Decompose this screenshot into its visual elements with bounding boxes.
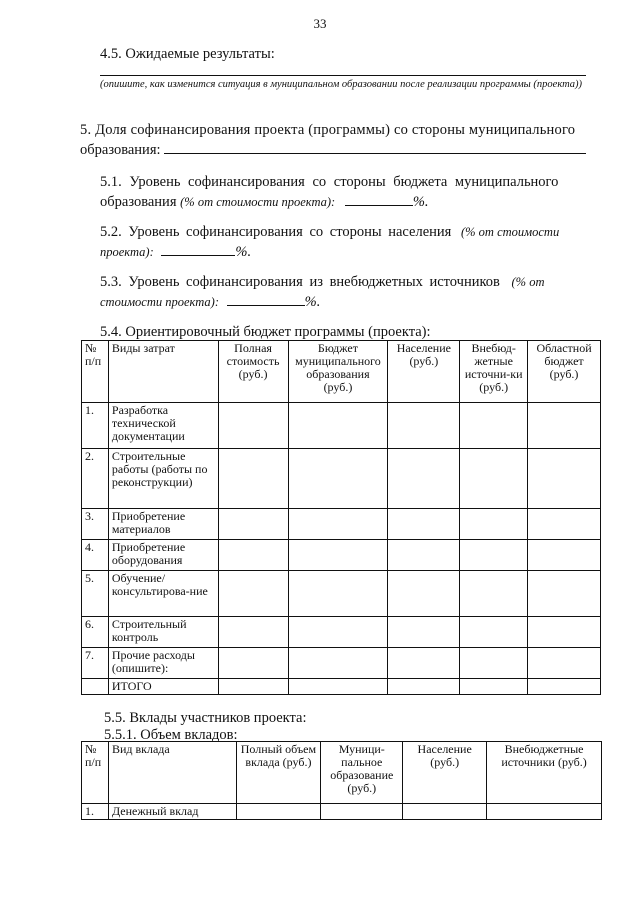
table-row: [82, 509, 601, 540]
header-extrabudgetary: Внебюджетные источники (руб.): [487, 742, 602, 804]
budget-table-header: [82, 341, 601, 403]
cell-input[interactable]: [288, 648, 388, 679]
cell-input[interactable]: [487, 804, 602, 820]
percent-sign: %.: [304, 294, 321, 310]
section-5-3-prefix: 5.3. Уровень софинансирования из внебюджетных источников: [100, 274, 500, 290]
cell-input[interactable]: [460, 617, 528, 648]
cell-input[interactable]: [388, 449, 460, 509]
cell-input[interactable]: [528, 571, 601, 617]
cell-input[interactable]: [388, 648, 460, 679]
header-number: № п/п: [82, 341, 109, 403]
section-5-3-line2: [100, 292, 320, 312]
section-5-2-line2: [100, 242, 251, 262]
cell-input[interactable]: [218, 679, 288, 695]
cell-input[interactable]: [460, 679, 528, 695]
row-contribution-type: Денежный вклад: [108, 804, 236, 820]
table-row: [82, 617, 601, 648]
header-number: № п/п: [82, 742, 109, 804]
cell-input[interactable]: [218, 449, 288, 509]
cell-input[interactable]: [528, 617, 601, 648]
section-4-5-note: (опишите, как изменится ситуация в муниципальном образовании после реализации программы (проекта)): [100, 79, 583, 90]
section-5-2-prefix: 5.2. Уровень софинансирования со стороны населения: [100, 224, 452, 240]
answer-line: [100, 75, 586, 76]
cell-input[interactable]: [288, 617, 388, 648]
percent-sign: %.: [412, 194, 429, 210]
cell-input[interactable]: [388, 679, 460, 695]
table-row: [82, 449, 601, 509]
cell-input[interactable]: [288, 679, 388, 695]
percent-blank[interactable]: [227, 305, 305, 306]
cell-input[interactable]: [236, 804, 321, 820]
section-5-4-title: 5.4. Ориентировочный бюджет программы (проекта):: [100, 324, 431, 340]
section-5-line1: 5. Доля софинансирования проекта (программы) со стороны муниципального: [80, 122, 576, 138]
header-municipal: Муници-пальное образование (руб.): [321, 742, 403, 804]
table-row: [82, 571, 601, 617]
section-5-5-1-title: 5.5.1. Объем вкладов:: [104, 727, 238, 743]
cell-input[interactable]: [460, 648, 528, 679]
table-row: [82, 648, 601, 679]
table-row-total: [82, 679, 601, 695]
cell-input[interactable]: [528, 540, 601, 571]
cell-input[interactable]: [288, 571, 388, 617]
cell-input[interactable]: [218, 648, 288, 679]
section-5-3-line1: [100, 272, 592, 292]
table-row: [82, 403, 601, 449]
header-cost-type: Виды затрат: [108, 341, 218, 403]
cell-input[interactable]: [460, 403, 528, 449]
row-number: 2.: [82, 449, 109, 509]
header-population: Население (руб.): [388, 341, 460, 403]
percent-blank[interactable]: [345, 205, 413, 206]
percent-sign: %.: [235, 244, 252, 260]
row-number: 4.: [82, 540, 109, 571]
cell-input[interactable]: [218, 403, 288, 449]
row-cost-type: Строительные работы (работы по реконструкции): [108, 449, 218, 509]
section-5-3-italic2: стоимости проекта):: [100, 295, 219, 309]
row-number: 3.: [82, 509, 109, 540]
row-cost-type: Приобретение материалов: [108, 509, 218, 540]
section-5-1-line1: 5.1. Уровень софинансирования со стороны бюджета муниципального: [100, 174, 559, 190]
row-total-label: ИТОГО: [108, 679, 218, 695]
header-municipal-budget: Бюджет муниципального образования (руб.): [288, 341, 388, 403]
cell-input[interactable]: [528, 679, 601, 695]
cell-input[interactable]: [288, 540, 388, 571]
cell-input[interactable]: [288, 449, 388, 509]
cell-input[interactable]: [288, 509, 388, 540]
header-population: Население (руб.): [403, 742, 487, 804]
cell-input[interactable]: [460, 540, 528, 571]
answer-line: [164, 153, 586, 154]
contributions-table-header: [82, 742, 602, 804]
contributions-table: [81, 741, 602, 820]
section-5-line2: образования:: [80, 142, 161, 158]
section-5-2-italic: (% от стоимости: [460, 225, 560, 239]
header-full-cost: Полная стоимость (руб.): [218, 341, 288, 403]
cell-input[interactable]: [388, 540, 460, 571]
cell-input[interactable]: [460, 571, 528, 617]
cell-input[interactable]: [528, 648, 601, 679]
cell-input[interactable]: [403, 804, 487, 820]
header-extrabudgetary: Внебюд-жетные источни-ки (руб.): [460, 341, 528, 403]
row-number: 5.: [82, 571, 109, 617]
budget-table: [81, 340, 601, 695]
section-5-1-italic: (% от стоимости проекта):: [180, 195, 336, 209]
cell-input[interactable]: [321, 804, 403, 820]
row-cost-type: Разработка технической документации: [108, 403, 218, 449]
section-5-2-line1: [100, 222, 592, 242]
row-cost-type: Приобретение оборудования: [108, 540, 218, 571]
section-5-2-italic2: проекта):: [100, 245, 154, 259]
row-cost-type: Прочие расходы (опишите):: [108, 648, 218, 679]
row-cost-type: Строительный контроль: [108, 617, 218, 648]
cell-input[interactable]: [388, 617, 460, 648]
percent-blank[interactable]: [161, 255, 235, 256]
table-row: [82, 540, 601, 571]
page-number: 33: [313, 16, 327, 31]
cell-input[interactable]: [528, 449, 601, 509]
cell-input[interactable]: [528, 403, 601, 449]
cell-input[interactable]: [218, 571, 288, 617]
cell-input[interactable]: [460, 509, 528, 540]
cell-input[interactable]: [218, 509, 288, 540]
row-number: 1.: [82, 804, 109, 820]
cell-input[interactable]: [388, 509, 460, 540]
section-4-5-title: 4.5. Ожидаемые результаты:: [100, 46, 275, 62]
cell-input[interactable]: [218, 617, 288, 648]
cell-input[interactable]: [218, 540, 288, 571]
cell-input[interactable]: [388, 571, 460, 617]
row-cost-type: Обучение/ консультирова-ние: [108, 571, 218, 617]
section-5-1-prefix: образования: [100, 194, 177, 210]
cell-input[interactable]: [288, 403, 388, 449]
cell-input[interactable]: [460, 449, 528, 509]
row-number: [82, 679, 109, 695]
header-regional-budget: Областной бюджет (руб.): [528, 341, 601, 403]
cell-input[interactable]: [388, 403, 460, 449]
header-full-contribution: Полный объем вклада (руб.): [236, 742, 321, 804]
row-number: 6.: [82, 617, 109, 648]
section-5-5-title: 5.5. Вклады участников проекта:: [104, 710, 307, 726]
header-contribution-type: Вид вклада: [108, 742, 236, 804]
table-row: [82, 804, 602, 820]
section-5-1-line2: [100, 192, 429, 212]
row-number: 1.: [82, 403, 109, 449]
cell-input[interactable]: [528, 509, 601, 540]
row-number: 7.: [82, 648, 109, 679]
section-5-3-italic: (% от: [511, 275, 545, 289]
